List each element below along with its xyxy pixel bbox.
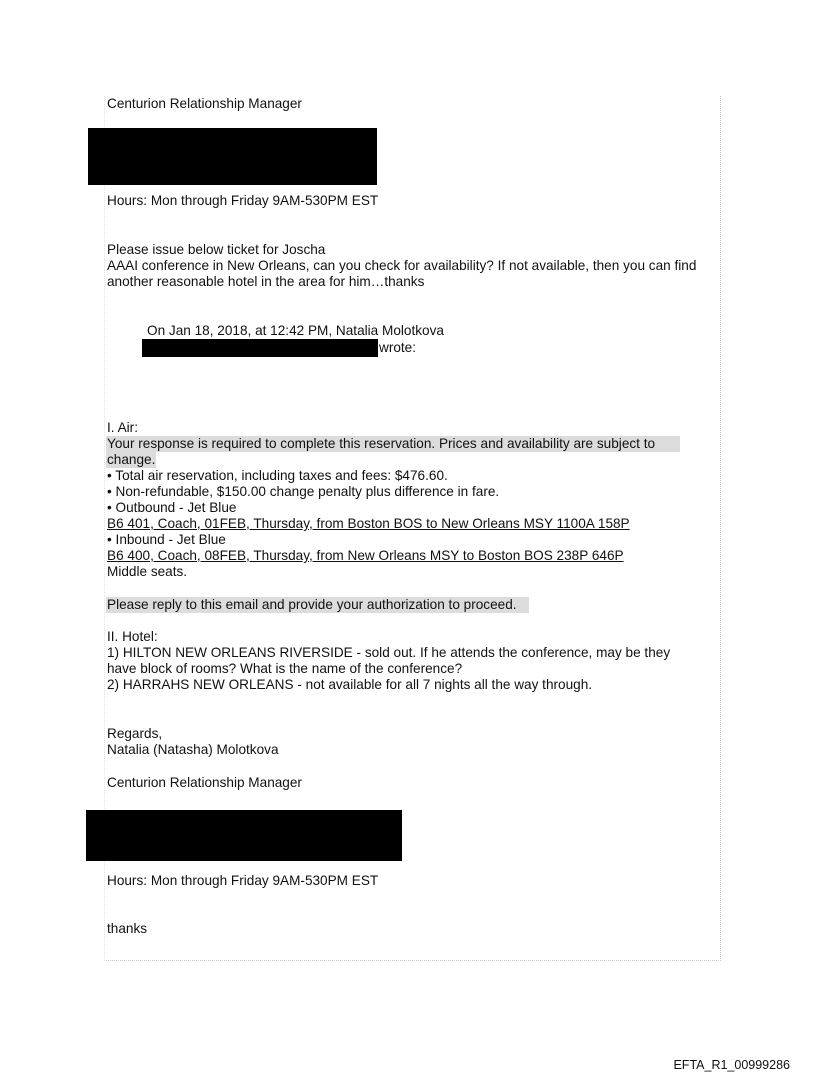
- air-refund-bullet: • Non-refundable, $150.00 change penalty plus difference in fare.: [107, 484, 500, 499]
- hotel-item-1-line-1: 1) HILTON NEW ORLEANS RIVERSIDE - sold out. If he attends the conference, may be they: [107, 645, 671, 660]
- inbound-flight-details: B6 400, Coach, 08FEB, Thursday, from New Orleans MSY to Boston BOS 238P 646P: [107, 548, 624, 563]
- seat-info: Middle seats.: [107, 564, 188, 579]
- sender-name: Natalia (Natasha) Molotkova: [107, 742, 279, 757]
- sender-title-top: Centurion Relationship Manager: [107, 96, 302, 111]
- air-notice-line-1: Your response is required to complete this reservation. Prices and availability are subject to: [107, 436, 656, 451]
- air-heading: I. Air:: [107, 420, 138, 435]
- hotel-item-2: 2) HARRAHS NEW ORLEANS - not available for all 7 nights all the way through.: [107, 677, 593, 692]
- sender-title-bottom: Centurion Relationship Manager: [107, 775, 302, 790]
- redaction-block-top: [88, 128, 377, 185]
- air-notice-line-2: change.: [107, 452, 156, 467]
- quote-wrote: wrote:: [379, 340, 417, 355]
- inbound-bullet: • Inbound - Jet Blue: [107, 532, 226, 547]
- hours-top: Hours: Mon through Friday 9AM-530PM EST: [107, 193, 379, 208]
- request-line-3: another reasonable hotel in the area for him…thanks: [107, 274, 425, 289]
- reply-notice: Please reply to this email and provide your authorization to proceed.: [107, 597, 517, 612]
- redaction-email-address: [142, 339, 378, 357]
- document-id: EFTA_R1_00999286: [673, 1058, 790, 1072]
- air-total-bullet: • Total air reservation, including taxes and fees: $476.60.: [107, 468, 448, 483]
- regards: Regards,: [107, 726, 163, 741]
- outbound-flight-details: B6 401, Coach, 01FEB, Thursday, from Boston BOS to New Orleans MSY 1100A 158P: [107, 516, 630, 531]
- redaction-block-bottom: [86, 810, 402, 861]
- request-line-2: AAAI conference in New Orleans, can you check for availability? If not available, then you can find: [107, 258, 697, 273]
- hotel-heading: II. Hotel:: [107, 629, 158, 644]
- thanks-line: thanks: [107, 921, 148, 936]
- request-line-1: Please issue below ticket for Joscha: [107, 242, 326, 257]
- hours-bottom: Hours: Mon through Friday 9AM-530PM EST: [107, 873, 379, 888]
- hotel-item-1-line-2: have block of rooms? What is the name of the conference?: [107, 661, 463, 676]
- outbound-bullet: • Outbound - Jet Blue: [107, 500, 237, 515]
- quote-header-line: On Jan 18, 2018, at 12:42 PM, Natalia Molotkova: [147, 323, 444, 338]
